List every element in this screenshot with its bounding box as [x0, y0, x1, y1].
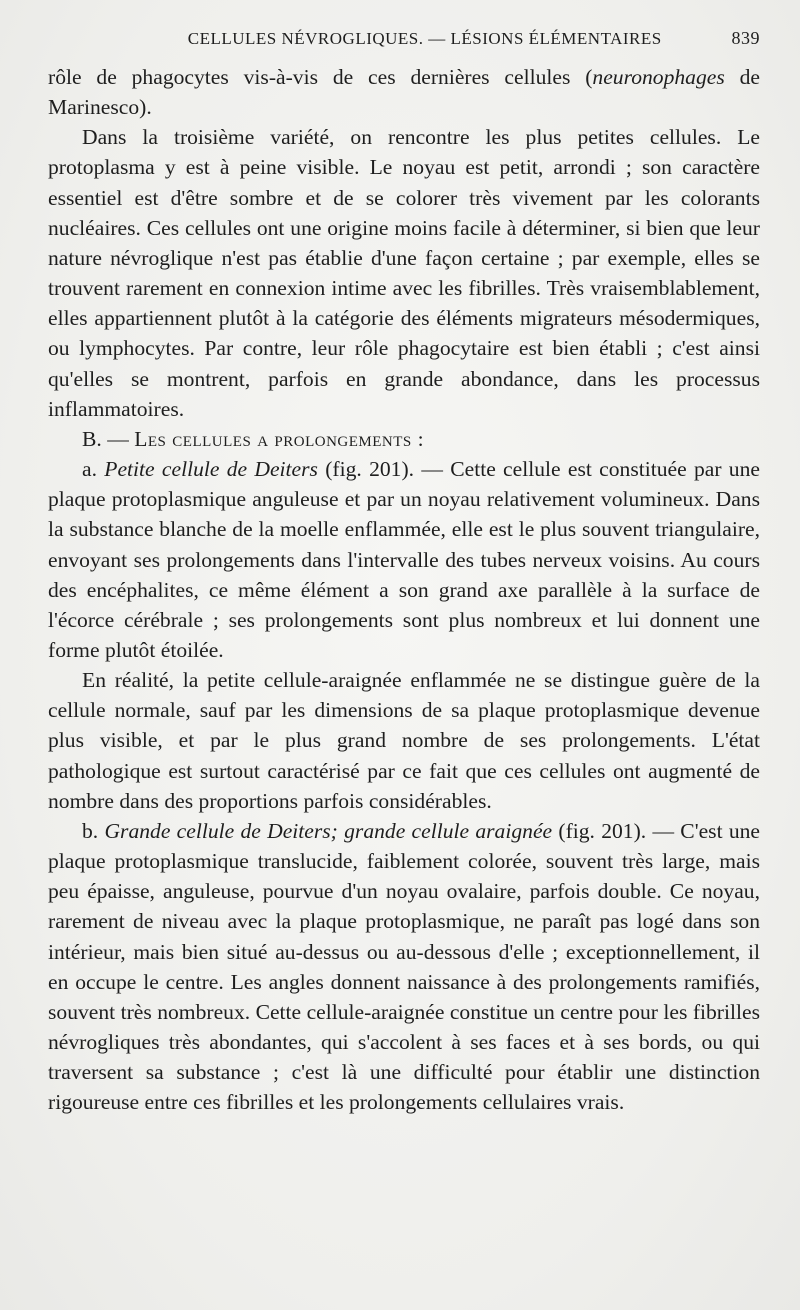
paragraph-third-variety: [48, 122, 760, 424]
body-text: [48, 62, 760, 1117]
italic-term: neuronophages: [592, 65, 725, 89]
section-heading: [48, 424, 760, 454]
paragraph-large-deiters-cell: [48, 816, 760, 1118]
paragraph-text: (fig. 201). — Cette cellule est constituée par une plaque protoplasmique anguleuse et par un noyau relativement volumineux. Dans la substance blanche de la moelle enflammée, elle est le plus souvent triangulaire, envoyant ses prolongements dans l'intervalle des tubes nerveux voisins. Au cours des encéphalites, ce même élément a son grand axe parallèle à la surface de l'écorce cérébrale ; ses prolongements sont plus nombreux et lui donnent une forme plutôt étoilée.: [48, 457, 760, 662]
paragraph-continuation: [48, 62, 760, 122]
paragraph-text: rôle de phagocytes vis-à-vis de ces dernières cellules (: [48, 65, 593, 89]
paragraph-in-reality: [48, 665, 760, 816]
heading-prefix: B. —: [82, 426, 135, 451]
item-prefix: a.: [82, 457, 105, 482]
item-prefix: b.: [82, 818, 105, 843]
page-number: 839: [731, 28, 760, 48]
paragraph-text: (fig. 201). — C'est une plaque protoplasmique translucide, faiblement colorée, souvent très large, mais peu épaisse, anguleuse, pourvue d'un noyau ovalaire, parfois double. Ce noyau, rarement de niveau avec la plaque protoplasmique, ne paraît pas logé dans son intérieur, mais bien situé au-dessus ou au-dessous d'elle ; exceptionnellement, il en occupe le centre. Les angles donnent naissance à des prolongements ramifiés, souvent très nombreux. Cette cellule-araignée constitue un centre pour les fibrilles névrogliques très abondantes, qui s'accolent à ses faces et à ses bords, ou qui traversent sa substance ; c'est là une difficulté pour établir une distinction rigoureuse entre ces fibrilles et les prolongements cellulaires vrais.: [48, 818, 760, 1115]
paragraph-text: Dans la troisième variété, on rencontre les plus petites cellules. Le protoplasma y est à peine visible. Le noyau est petit, arrondi ; son caractère essentiel est d'être sombre et de se colorer très vivement par les colorants nucléaires. Ces cellules ont une origine moins facile à déterminer, si bien que leur nature névroglique n'est pas établie d'une façon certaine ; par exemple, elles se trouvent rarement en connexion intime avec les fibrilles. Très vraisemblablement, elles appartiennent plutôt à la catégorie des éléments migrateurs mésodermiques, ou lymphocytes. Par contre, leur rôle phagocytaire est bien établi ; c'est ainsi qu'elles se montrent, parfois en grande abondance, dans les processus inflammatoires.: [48, 125, 760, 421]
italic-term: Petite cellule de Deiters: [104, 457, 318, 482]
italic-term: Grande cellule de Deiters; grande cellule araignée: [104, 818, 553, 843]
heading-title: Les cellules a prolongements :: [134, 426, 425, 451]
paragraph-small-deiters-cell: [48, 454, 760, 665]
paragraph-text-end: de Marinesco).: [48, 65, 761, 120]
paragraph-text: En réalité, la petite cellule-araignée enflammée ne se distingue guère de la cellule normale, sauf par les dimensions de sa plaque protoplasmique devenue plus visible, et par le plus grand nombre de ses prolongements. L'état pathologique est surtout caractérisé par ce fait que ces cellules ont augmenté de nombre dans des proportions parfois considérables.: [48, 668, 760, 813]
page-header: [48, 28, 760, 62]
running-title: CELLULES NÉVROGLIQUES. — LÉSIONS ÉLÉMENTAIRES: [187, 29, 662, 48]
